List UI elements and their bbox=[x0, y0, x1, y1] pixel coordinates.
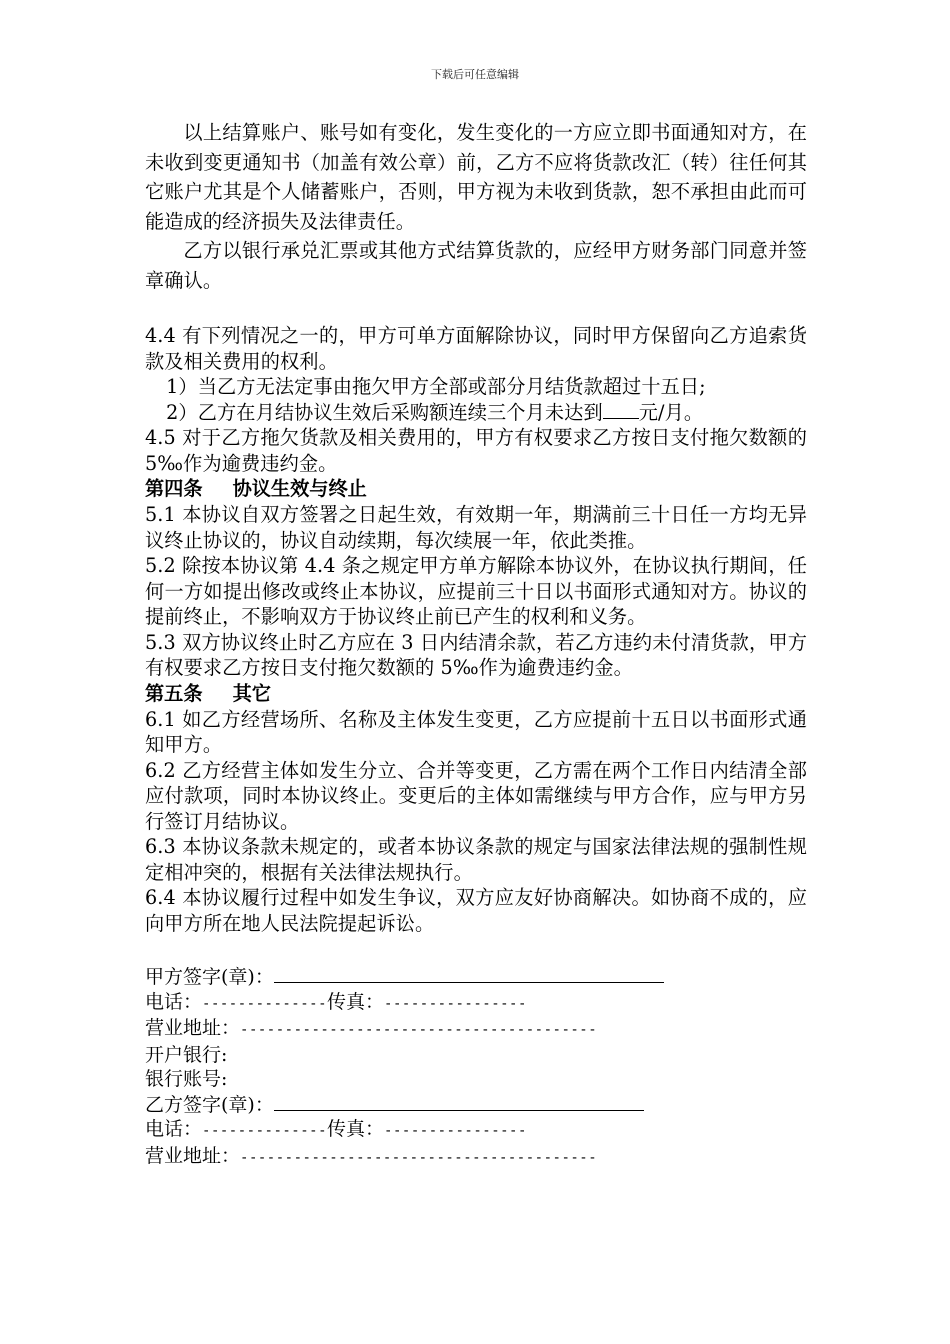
document-body bbox=[145, 118, 807, 1170]
address-dashes: ---------------------------------------- bbox=[240, 1022, 598, 1038]
paragraph-account-change: 以上结算账户、账号如有变化，发生变化的一方应立即书面通知对方，在未收到变更通知书（加盖有效公章）前，乙方不应将货款改汇（转）往任何其它账户尤其是个人储蓄账户，否则，甲方视为未收到货款，恕不承担由此而可能造成的经济损失及法律责任。 bbox=[145, 121, 807, 233]
fax-dashes: ---------------- bbox=[384, 1123, 527, 1139]
party-a-sign-line bbox=[274, 964, 664, 983]
clause-4-5: 4.5 对于乙方拖欠货款及相关费用的，甲方有权要求乙方按日支付拖欠数额的 5‰作为逾费违约金。 bbox=[145, 426, 807, 475]
phone-label: 电话： bbox=[145, 1118, 203, 1140]
address-label: 营业地址： bbox=[145, 1144, 241, 1167]
party-b-phone-row bbox=[145, 1117, 807, 1144]
clause-6-1: 6.1 如乙方经营场所、名称及主体发生变更，乙方应提前十五日以书面形式通知甲方。 bbox=[145, 707, 807, 756]
paragraph-acceptance-bill: 乙方以银行承兑汇票或其他方式结算货款的，应经甲方财务部门同意并签章确认。 bbox=[145, 239, 807, 292]
clause-5-1: 5.1 本协议自双方签署之日起生效，有效期一年，期满前三十日任一方均无异议终止协议的，协议自动续期，每次续展一年，依此类推。 bbox=[145, 503, 807, 552]
address-label: 营业地址： bbox=[145, 1017, 241, 1039]
article-5-number: 第五条 bbox=[145, 681, 203, 705]
spacer bbox=[145, 936, 807, 964]
article-4-heading bbox=[145, 476, 807, 502]
party-a-sign-label: 甲方签字(章)： bbox=[145, 966, 274, 988]
clause-4-4-item-1: 1）当乙方无法定事由拖欠甲方全部或部分月结货款超过十五日; bbox=[166, 375, 706, 398]
address-dashes: ---------------------------------------- bbox=[240, 1149, 598, 1166]
phone-dashes: -------------- bbox=[202, 1123, 328, 1139]
amount-blank bbox=[603, 400, 639, 419]
clause-4-4-item-2-unit: 元/月。 bbox=[638, 400, 704, 424]
phone-dashes: -------------- bbox=[202, 995, 328, 1012]
party-b-address-row bbox=[145, 1144, 807, 1171]
fax-label: 传真： bbox=[327, 1118, 385, 1140]
article-5-title: 其它 bbox=[232, 681, 271, 705]
party-a-phone-row bbox=[145, 990, 807, 1017]
phone-label: 电话： bbox=[145, 990, 203, 1013]
clause-4-4: 4.4 有下列情况之一的，甲方可单方面解除协议，同时甲方保留向乙方追索货款及相关费用的权利。 bbox=[145, 324, 807, 373]
clause-4-4-item-2 bbox=[145, 400, 807, 426]
fax-dashes: ---------------- bbox=[384, 995, 527, 1012]
clause-4-4-item-2-text: 2）乙方在月结协议生效后采购额连续三个月未达到 bbox=[166, 400, 603, 424]
page-header-note: 下载后可任意编辑 bbox=[431, 68, 519, 81]
clause-6-3: 6.3 本协议条款未规定的，或者本协议条款的规定与国家法律法规的强制性规定相冲突的，根据有关法律法规执行。 bbox=[145, 835, 807, 884]
clause-6-4: 6.4 本协议履行过程中如发生争议，双方应友好协商解决。如协商不成的，应向甲方所在地人民法院提起诉讼。 bbox=[145, 886, 807, 935]
bank-row: 开户银行: bbox=[145, 1043, 228, 1066]
party-a-sign-row bbox=[145, 964, 807, 990]
party-b-sign-row bbox=[145, 1092, 807, 1118]
article-4-number: 第四条 bbox=[145, 477, 203, 500]
signature-block bbox=[145, 964, 807, 1170]
party-a-address-row bbox=[145, 1016, 807, 1043]
account-row: 银行账号: bbox=[145, 1068, 228, 1090]
party-b-sign-line bbox=[274, 1092, 644, 1111]
party-b-sign-label: 乙方签字(章)： bbox=[145, 1093, 274, 1116]
clause-5-3: 5.3 双方协议终止时乙方应在 3 日内结清余款，若乙方违约未付清货款，甲方有权要求乙方按日支付拖欠数额的 5‰作为逾费违约金。 bbox=[145, 630, 807, 679]
article-4-title: 协议生效与终止 bbox=[232, 477, 367, 500]
clause-5-2: 5.2 除按本协议第 4.4 条之规定甲方单方解除本协议外，在协议执行期间，任何一方如提出修改或终止本协议，应提前三十日以书面形式通知对方。协议的提前终止，不影响双方于协议终止前已产生的权利和义务。 bbox=[145, 554, 807, 628]
fax-label: 传真： bbox=[327, 990, 385, 1013]
article-5-heading bbox=[145, 681, 807, 707]
clause-6-2: 6.2 乙方经营主体如发生分立、合并等变更，乙方需在两个工作日内结清全部应付款项，同时本协议终止。变更后的主体如需继续与甲方合作，应与甲方另行签订月结协议。 bbox=[145, 758, 807, 833]
spacer bbox=[145, 295, 807, 323]
